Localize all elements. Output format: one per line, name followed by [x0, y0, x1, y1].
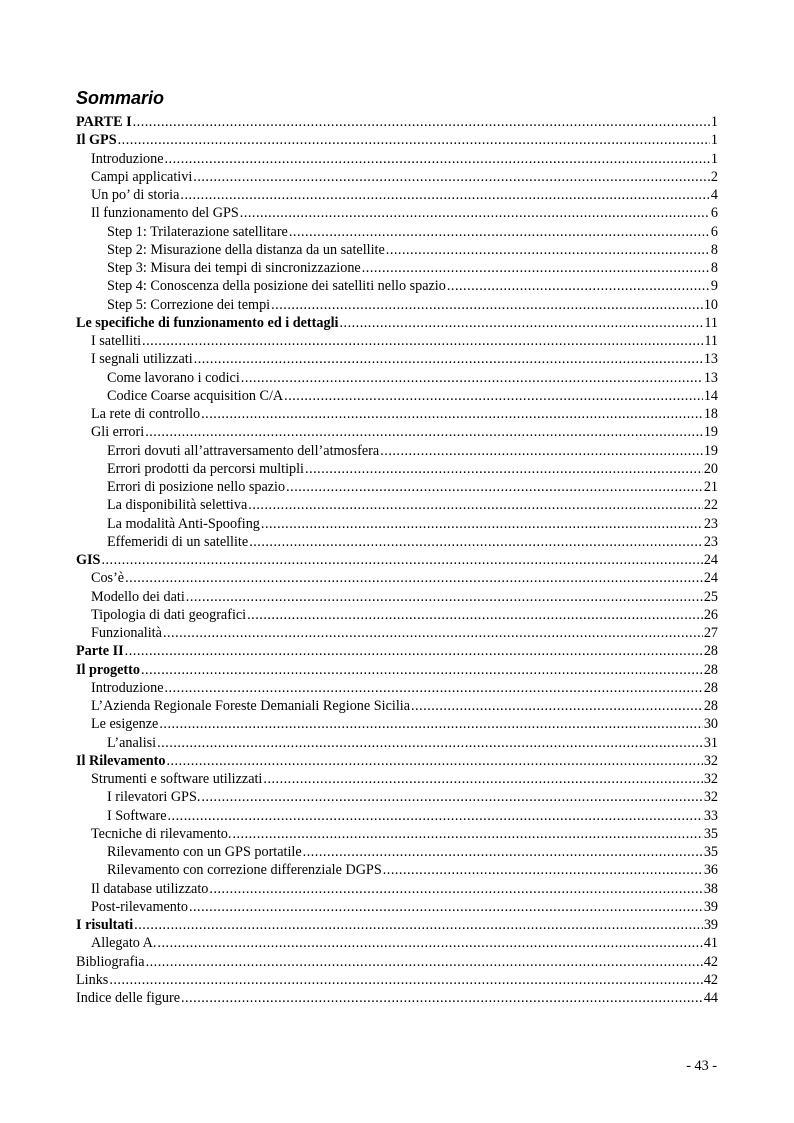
toc-entry-page: 8 [710, 241, 718, 258]
toc-entry-page: 28 [703, 643, 718, 660]
toc-entry-page: 31 [703, 734, 718, 751]
toc-entry-title: Step 3: Misura dei tempi di sincronizzazione [107, 260, 361, 276]
toc-entry[interactable] [76, 770, 718, 788]
toc-entry[interactable] [76, 880, 718, 898]
toc-entry-page: 26 [703, 606, 718, 623]
toc-entry-page: 19 [703, 442, 718, 459]
toc-entry[interactable] [76, 825, 718, 843]
toc-entry[interactable] [76, 223, 718, 241]
toc-dot-leader [247, 606, 703, 624]
toc-entry[interactable] [76, 971, 718, 989]
toc-dot-leader [362, 259, 710, 277]
toc-entry-title: Campi applicativi [91, 168, 193, 185]
toc-dot-leader [101, 551, 702, 569]
toc-dot-leader [163, 624, 703, 642]
toc-dot-leader [180, 186, 710, 204]
toc-entry-title: Step 1: Trilaterazione satellitare [107, 223, 288, 240]
toc-entry-title: Codice Coarse acquisition C/A [107, 387, 284, 404]
toc-entry[interactable] [76, 679, 718, 697]
page-number: - 43 - [686, 1058, 717, 1074]
toc-entry-title: Introduzione [91, 679, 164, 696]
toc-entry-title: Step 4: Conoscenza della posizione dei satelliti nello spazio [107, 278, 446, 295]
toc-entry[interactable] [76, 807, 718, 825]
toc-entry[interactable] [76, 642, 718, 660]
toc-entry-title: Step 2: Misurazione della distanza da un satellite [107, 241, 385, 258]
toc-entry[interactable] [76, 369, 718, 387]
toc-entry[interactable] [76, 788, 718, 806]
toc-entry-page: 24 [703, 570, 718, 587]
toc-entry[interactable] [76, 916, 718, 934]
toc-entry-title: PARTE I [76, 114, 132, 130]
toc-entry-title: Il Rilevamento [76, 752, 166, 769]
toc-dot-leader [289, 223, 710, 241]
toc-entry-page: 18 [703, 406, 718, 422]
toc-dot-leader [232, 825, 702, 843]
toc-dot-leader [339, 314, 703, 332]
toc-entry[interactable] [76, 387, 718, 405]
toc-entry-title: Un po’ di storia [91, 187, 180, 203]
toc-entry[interactable] [76, 661, 718, 679]
toc-entry-page: 35 [703, 825, 718, 842]
toc-entry[interactable] [76, 989, 718, 1007]
toc-dot-leader [447, 277, 710, 295]
toc-dot-leader [303, 843, 703, 861]
toc-entry-page: 2 [710, 168, 718, 185]
toc-entry[interactable] [76, 496, 718, 514]
toc-entry-title: Le specifiche di funzionamento ed i dettagli [76, 314, 339, 331]
toc-entry-title: I satelliti [91, 333, 142, 349]
toc-entry-title: Cos’è [91, 570, 125, 587]
toc-entry-title: Post-rilevamento [91, 898, 188, 915]
toc-entry-title: Bibliografia [76, 953, 145, 970]
toc-entry-page: 39 [703, 917, 718, 933]
toc-entry-title: I rilevatori GPS. [107, 789, 201, 806]
toc-entry-page: 13 [703, 369, 718, 386]
toc-entry-title: Il GPS [76, 132, 117, 149]
toc-entry[interactable] [76, 332, 718, 350]
toc-heading: Sommario [76, 88, 165, 108]
toc-entry-title: La modalità Anti-Spoofing [107, 515, 260, 532]
toc-entry-title: Il funzionamento del GPS [91, 205, 239, 222]
toc-entry[interactable] [76, 241, 718, 259]
toc-entry[interactable] [76, 551, 718, 569]
toc-entry-page: 32 [703, 752, 718, 769]
toc-entry[interactable] [76, 168, 718, 186]
toc-dot-leader [248, 496, 703, 514]
toc-entry-title: I risultati [76, 917, 134, 933]
toc-entry-title: Indice delle figure [76, 990, 180, 1006]
toc-entry-title: Strumenti e software utilizzati [91, 771, 263, 787]
toc-entry-title: L’Azienda Regionale Foreste Demaniali Regione Sicilia [91, 698, 410, 714]
toc-dot-leader [380, 442, 703, 460]
toc-dot-leader [125, 642, 703, 660]
toc-entry-page: 10 [703, 296, 718, 313]
toc-entry[interactable] [76, 697, 718, 715]
toc-entry-page: 32 [703, 771, 718, 787]
toc-entry-page: 35 [703, 844, 718, 860]
toc-entry-title: Errori dovuti all’attraversamento dell’atmosfera [107, 442, 380, 459]
toc-dot-leader [201, 405, 703, 423]
toc-dot-leader [249, 533, 703, 551]
toc-dot-leader [186, 588, 703, 606]
toc-entry-title: Il database utilizzato [91, 880, 209, 897]
toc-entry-page: 28 [703, 661, 718, 678]
toc-entry-page: 38 [703, 880, 718, 897]
toc-dot-leader [142, 332, 703, 350]
toc-dot-leader [118, 131, 710, 149]
toc-entry[interactable] [76, 442, 718, 460]
toc-dot-leader [411, 697, 703, 715]
toc-dot-leader [383, 861, 703, 879]
toc-entry-title: Tipologia di dati geografici [91, 606, 247, 623]
toc-entry-page: 6 [710, 205, 718, 222]
toc-entry-page: 14 [703, 387, 718, 404]
toc-entry-title: Errori di posizione nello spazio [107, 479, 286, 495]
toc-entry[interactable] [76, 277, 718, 295]
toc-entry[interactable] [76, 204, 718, 222]
toc-entry[interactable] [76, 113, 718, 131]
toc-entry-title: I segnali utilizzati [91, 351, 193, 368]
toc-entry-page: 33 [703, 807, 718, 824]
toc-entry-page: 42 [703, 953, 718, 970]
toc-dot-leader [168, 807, 703, 825]
toc-entry-page: 41 [703, 935, 718, 952]
toc-dot-leader [157, 734, 703, 752]
toc-entry-page: 21 [703, 479, 718, 495]
toc-entry-title: Come lavorano i codici [107, 369, 240, 386]
toc-entry-page: 27 [703, 625, 718, 641]
toc-entry-page: 6 [710, 223, 718, 240]
toc-dot-leader [159, 715, 702, 733]
toc-entry[interactable] [76, 314, 718, 332]
toc-entry[interactable] [76, 478, 718, 496]
toc-dot-leader [165, 150, 710, 168]
toc-entry-page: 9 [710, 278, 718, 295]
toc-dot-leader [193, 168, 710, 186]
toc-dot-leader [201, 788, 702, 806]
toc-dot-leader [240, 204, 710, 222]
toc-entry-page: 23 [703, 533, 718, 550]
toc-dot-leader [194, 350, 703, 368]
toc-entry[interactable] [76, 953, 718, 971]
toc-entry-page: 1 [710, 114, 718, 130]
toc-entry-title: Parte II [76, 643, 124, 660]
toc-entry[interactable] [76, 898, 718, 916]
toc-entry[interactable] [76, 460, 718, 478]
toc-dot-leader [241, 369, 703, 387]
toc-entry-title: La rete di controllo [91, 406, 201, 422]
toc-entry-page: 24 [703, 552, 718, 568]
toc-entry-title: Effemeridi di un satellite [107, 533, 249, 550]
toc-entry-title: Rilevamento con un GPS portatile [107, 844, 302, 860]
toc-entry-page: 44 [703, 990, 718, 1006]
toc-entry[interactable] [76, 606, 718, 624]
toc-dot-leader [134, 916, 703, 934]
toc-dot-leader [305, 460, 703, 478]
toc-dot-leader [133, 113, 710, 131]
toc-entry-page: 1 [710, 132, 718, 149]
toc-dot-leader [263, 770, 702, 788]
toc-entry-page: 19 [703, 424, 718, 441]
toc-entry-page: 1 [710, 150, 718, 167]
toc-entry-page: 20 [703, 460, 718, 477]
table-of-contents [76, 113, 718, 1007]
toc-entry[interactable] [76, 569, 718, 587]
toc-entry[interactable] [76, 515, 718, 533]
toc-entry[interactable] [76, 715, 718, 733]
toc-entry-page: 11 [704, 314, 718, 331]
toc-entry-page: 36 [703, 862, 718, 879]
toc-dot-leader [157, 934, 702, 952]
toc-dot-leader [286, 478, 703, 496]
toc-entry-page: 8 [710, 260, 718, 276]
toc-entry[interactable] [76, 296, 718, 314]
toc-entry[interactable] [76, 405, 718, 423]
toc-entry-page: 23 [703, 515, 718, 532]
toc-entry-title: Allegato A. [91, 935, 157, 952]
toc-dot-leader [284, 387, 703, 405]
toc-dot-leader [109, 971, 702, 989]
toc-entry-title: L’analisi [107, 734, 157, 751]
toc-dot-leader [141, 661, 703, 679]
toc-entry-title: Il progetto [76, 661, 140, 678]
toc-entry-page: 32 [703, 789, 718, 806]
toc-dot-leader [125, 569, 703, 587]
toc-entry-title: Le esigenze [91, 716, 159, 733]
toc-entry[interactable] [76, 624, 718, 642]
toc-entry[interactable] [76, 588, 718, 606]
toc-entry-title: La disponibilità selettiva [107, 497, 248, 514]
toc-entry-page: 42 [703, 971, 718, 988]
toc-entry[interactable] [76, 423, 718, 441]
toc-entry-page: 4 [710, 187, 718, 203]
toc-dot-leader [146, 953, 703, 971]
toc-entry-title: GIS [76, 552, 101, 568]
toc-entry-title: Tecniche di rilevamento. [91, 825, 232, 842]
toc-entry[interactable] [76, 186, 718, 204]
toc-entry-title: Funzionalità [91, 625, 162, 641]
toc-entry-page: 11 [704, 333, 718, 349]
toc-entry-title: Gli errori [91, 424, 145, 441]
toc-entry-page: 25 [703, 588, 718, 605]
toc-entry-page: 22 [703, 497, 718, 514]
toc-entry-title: Introduzione [91, 150, 164, 167]
toc-dot-leader [209, 880, 702, 898]
toc-entry-title: Step 5: Correzione dei tempi [107, 296, 271, 313]
toc-entry-page: 28 [703, 679, 718, 696]
toc-entry[interactable] [76, 934, 718, 952]
toc-dot-leader [386, 241, 710, 259]
toc-entry-title: Modello dei dati [91, 588, 185, 605]
toc-entry-page: 28 [703, 698, 718, 714]
toc-entry[interactable] [76, 533, 718, 551]
toc-entry[interactable] [76, 734, 718, 752]
toc-entry[interactable] [76, 150, 718, 168]
toc-dot-leader [261, 515, 703, 533]
toc-entry-title: Links [76, 971, 109, 988]
toc-dot-leader [189, 898, 703, 916]
toc-dot-leader [271, 296, 703, 314]
toc-dot-leader [181, 989, 703, 1007]
toc-entry[interactable] [76, 259, 718, 277]
toc-dot-leader [166, 752, 702, 770]
toc-entry[interactable] [76, 861, 718, 879]
toc-entry[interactable] [76, 350, 718, 368]
toc-dot-leader [165, 679, 703, 697]
toc-entry[interactable] [76, 752, 718, 770]
toc-entry-title: Rilevamento con correzione differenziale DGPS [107, 862, 382, 879]
toc-entry-page: 13 [703, 351, 718, 368]
toc-entry-page: 30 [703, 716, 718, 733]
toc-entry-title: I Software [107, 807, 167, 824]
toc-entry-title: Errori prodotti da percorsi multipli [107, 460, 305, 477]
toc-entry[interactable] [76, 131, 718, 149]
toc-entry[interactable] [76, 843, 718, 861]
toc-dot-leader [145, 423, 703, 441]
toc-entry-page: 39 [703, 898, 718, 915]
